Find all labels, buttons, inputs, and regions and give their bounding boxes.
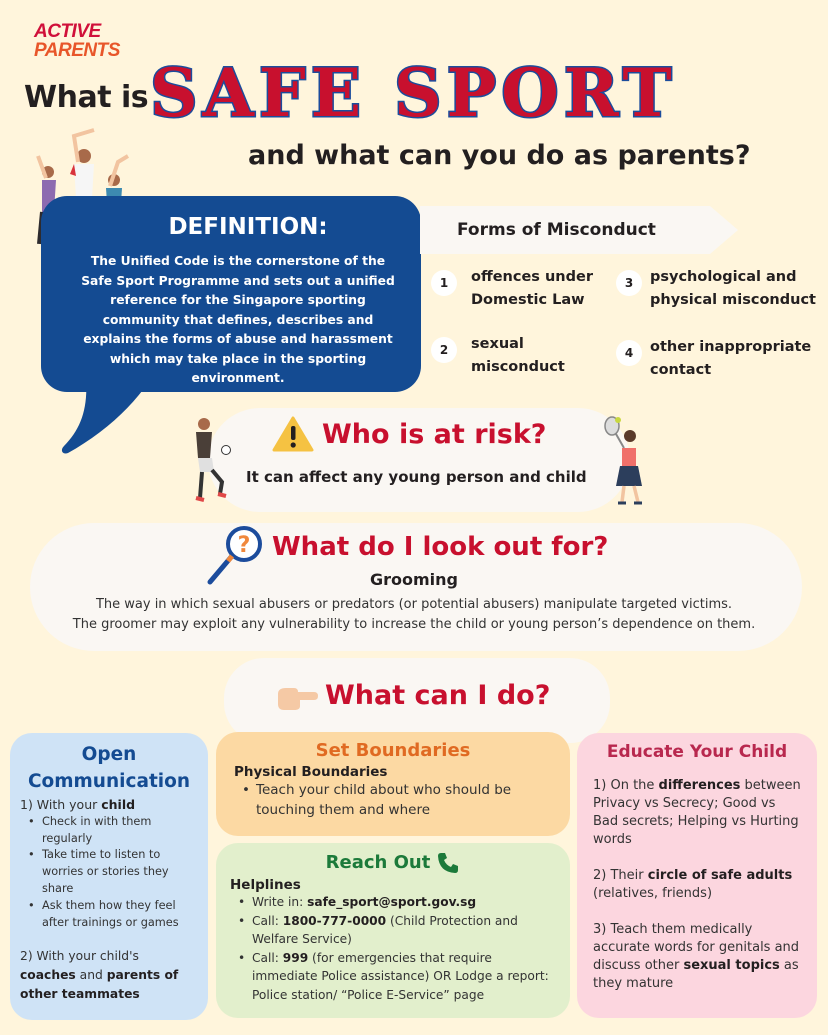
reach-out-card: [216, 843, 570, 1018]
list-item: • Teach your child about who should be touching them and where: [240, 780, 552, 820]
text: 1) With your: [20, 797, 102, 812]
text: (Child Protection and Welfare Service): [252, 913, 518, 946]
helpline-item: [236, 893, 556, 912]
bold-text: sexual topics: [683, 958, 780, 973]
reach-out-subhead: Helplines: [230, 877, 301, 893]
definition-bubble: [41, 196, 421, 392]
phone-number[interactable]: 1800-777-0000: [282, 913, 387, 928]
form-item: [431, 266, 611, 312]
risk-title-row: [272, 416, 546, 452]
pointing-hand-icon: [274, 684, 318, 712]
lookout-title: What do I look out for?: [272, 532, 609, 562]
text: (for emergencies that require immediate Police assistance) OR Lodge a report: Police station/ “Police E-Service” page: [252, 950, 549, 1002]
forms-title: Forms of Misconduct: [457, 220, 656, 240]
open-bullets: [20, 814, 198, 932]
warning-icon: [272, 416, 314, 452]
set-boundaries-card: [216, 732, 570, 836]
educate-child-card: [577, 733, 817, 1018]
phone-icon: [436, 851, 460, 875]
form-number: 4: [616, 340, 642, 366]
list-item: • Ask them how they feel after trainings or games: [26, 898, 198, 932]
open-p2: [20, 947, 198, 1004]
email-link[interactable]: safe_sport@sport.gov.sg: [307, 895, 477, 909]
text: Call:: [252, 913, 283, 928]
text: and: [75, 968, 107, 983]
text: 1) On the: [593, 778, 659, 793]
soccer-player-illustration: [190, 414, 234, 506]
helpline-item: [236, 912, 556, 949]
text: as they mature: [593, 958, 799, 991]
brand-logo: [34, 22, 120, 60]
definition-text: The Unified Code is the cornerstone of the Safe Sport Programme and sets out a unified reference for the Singapore sporting community that defines, describes and explains the forms of abuse and harassment which may take place in the sporting environment.: [81, 254, 395, 385]
title-prefix: What is: [24, 80, 149, 115]
educate-body: [593, 777, 801, 993]
text: 2) With your child's: [20, 949, 139, 964]
reach-out-title: Reach Out: [325, 852, 431, 873]
list-item: • Take time to listen to worries or stories they share: [26, 847, 198, 897]
open-communication-card: [10, 733, 208, 1020]
bold-text: parents of other teammates: [20, 968, 179, 1002]
phone-number[interactable]: 999: [282, 950, 309, 965]
educate-p2: [593, 867, 801, 903]
lookout-line1: The way in which sexual abusers or predators (or potential abusers) manipulate targeted victims.: [95, 597, 733, 612]
form-item: [616, 266, 825, 312]
set-boundaries-subhead: Physical Boundaries: [234, 764, 388, 780]
text: Call:: [252, 950, 283, 965]
title-line: Communication: [27, 771, 191, 792]
form-label: offences under Domestic Law: [471, 269, 593, 308]
educate-p1: [593, 777, 801, 849]
list-item: • Check in with them regularly: [26, 814, 198, 848]
open-communication-title: [20, 741, 198, 795]
reach-out-title-row: [230, 851, 556, 875]
bold-text: circle of safe adults: [647, 868, 793, 883]
helpline-list: [230, 893, 556, 1004]
cando-title: What can I do?: [325, 680, 551, 711]
lookout-line2: The groomer may exploit any vulnerability to increase the child or young person’s dependence on them.: [72, 617, 756, 632]
text: between Privacy vs Secrecy; Good vs Bad secrets; Helping vs Hurting words: [593, 778, 801, 847]
tennis-player-illustration: [600, 414, 650, 508]
set-boundaries-bullets: [234, 780, 552, 820]
svg-text:?: ?: [237, 533, 251, 558]
form-item: [431, 333, 571, 379]
bold-text: child: [101, 797, 136, 812]
form-label: sexual misconduct: [471, 336, 565, 375]
form-number: 1: [431, 270, 457, 296]
form-number: 2: [431, 337, 457, 363]
text: Write in:: [252, 895, 308, 909]
risk-text: It can affect any young person and child: [246, 468, 587, 486]
brand-line2: PARENTS: [34, 40, 120, 61]
page-title: SAFE SPORT: [150, 54, 677, 132]
educate-p3: [593, 921, 801, 993]
educate-title: Educate Your Child: [606, 742, 788, 762]
form-item: [616, 336, 825, 382]
text: 3) Teach them medically accurate words for genitals and discuss other: [593, 922, 800, 973]
definition-title: DEFINITION:: [168, 214, 328, 240]
form-label: psychological and physical misconduct: [650, 269, 816, 308]
title-line: Open: [81, 744, 137, 765]
set-boundaries-title: Set Boundaries: [315, 740, 471, 761]
helpline-item: [236, 949, 556, 1005]
bold-text: coaches: [20, 968, 76, 983]
text: 2) Their: [593, 868, 648, 883]
text: (relatives, friends): [593, 886, 713, 901]
form-number: 3: [616, 270, 642, 296]
bold-text: differences: [658, 778, 741, 793]
risk-title: Who is at risk?: [322, 418, 547, 450]
open-p1: [20, 797, 198, 814]
lookout-subtitle: Grooming: [369, 570, 458, 589]
open-communication-body: [20, 797, 198, 1004]
form-label: other inappropriate contact: [650, 339, 812, 378]
page-subtitle: and what can you do as parents?: [248, 140, 751, 171]
lookout-description: [0, 595, 828, 635]
brand-line1: ACTIVE: [34, 21, 101, 42]
